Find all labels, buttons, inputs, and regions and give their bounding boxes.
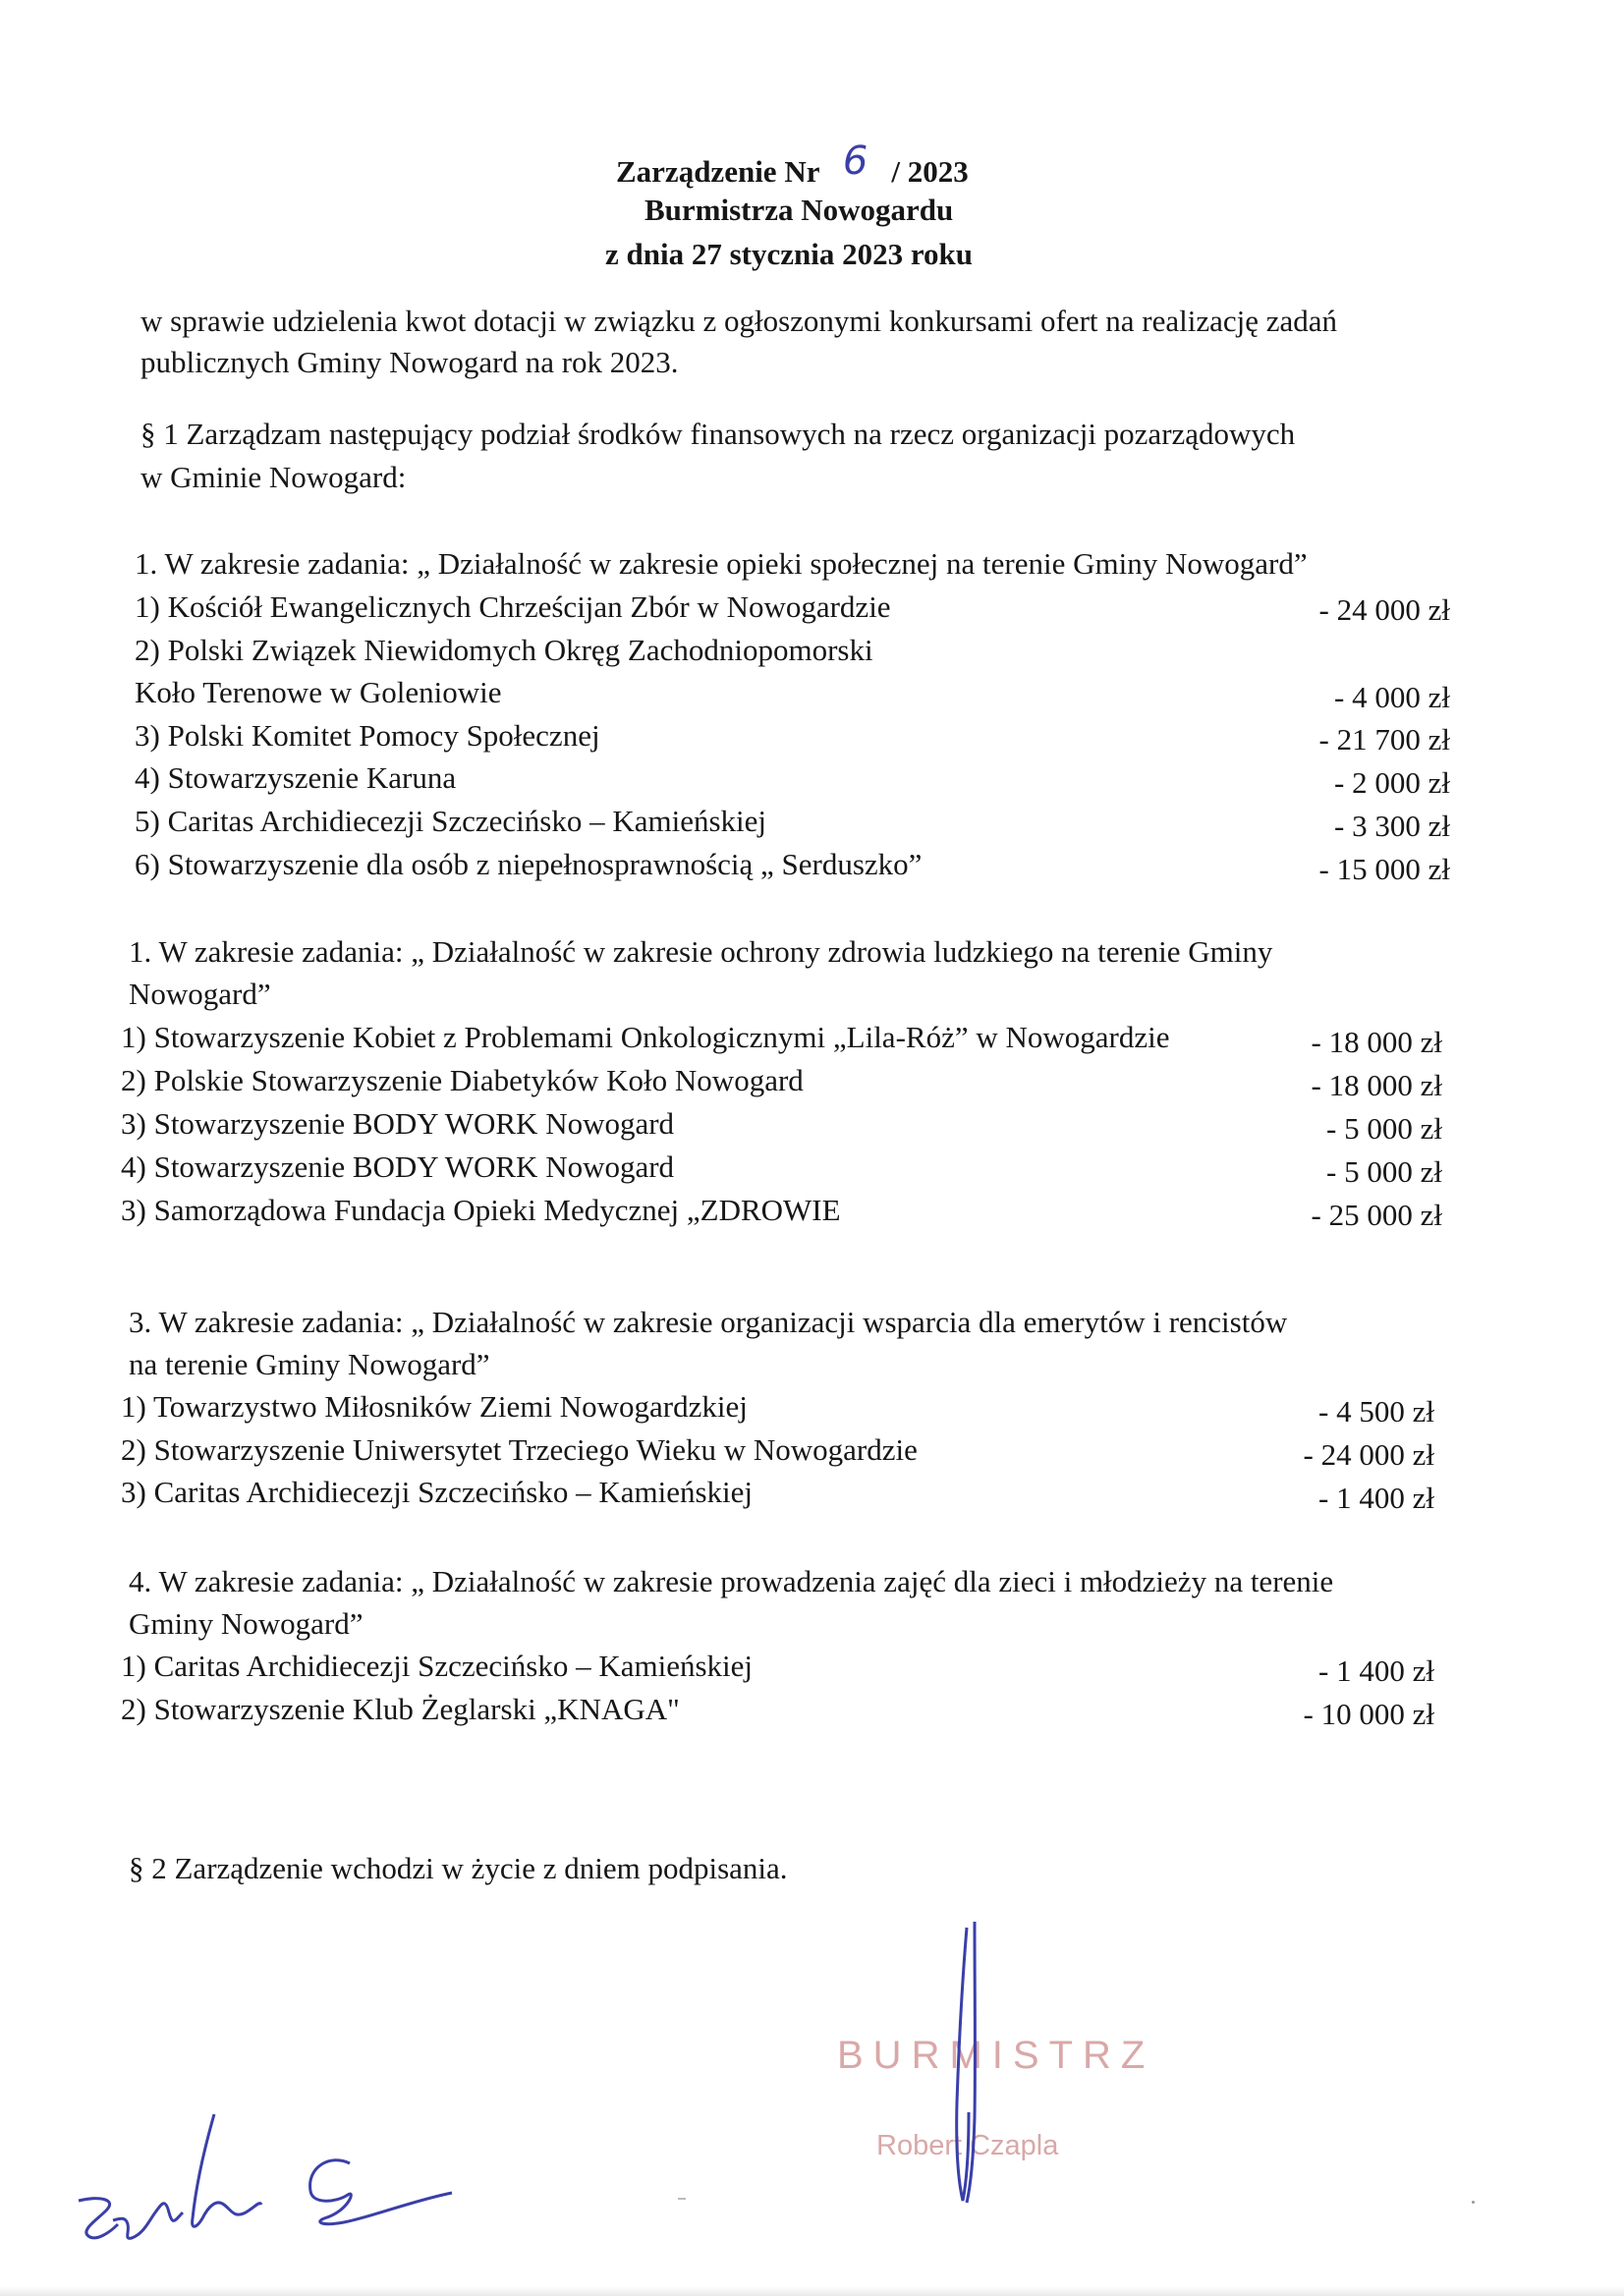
section-3-title-line-1: 3. W zakresie zadania: „ Działalność w zakresie organizacji wsparcia dla emerytów i rencistów	[129, 1305, 1288, 1339]
subject-line-2: publicznych Gminy Nowogard na rok 2023.	[140, 345, 679, 379]
section-2-item-4: 4) Stowarzyszenie BODY WORK Nowogard	[121, 1149, 675, 1184]
section-1-item-2-cont: Koło Terenowe w Goleniowie	[135, 675, 502, 709]
section-2-item-3: 3) Stowarzyszenie BODY WORK Nowogard	[121, 1106, 675, 1141]
section-3-amount-2: - 24 000 zł	[1303, 1437, 1434, 1472]
section-4-item-1: 1) Caritas Archidiecezji Szczecińsko – Kamieńskiej	[121, 1649, 754, 1683]
section-2-amount-3: - 5 000 zł	[1326, 1111, 1442, 1146]
section-1-item-6: 6) Stowarzyszenie dla osób z niepełnosprawnością „ Serduszko”	[135, 847, 923, 881]
section-2-item-2: 2) Polskie Stowarzyszenie Diabetyków Koło Nowogard	[121, 1063, 804, 1097]
paragraph-2: § 2 Zarządzenie wchodzi w życie z dniem podpisania.	[129, 1851, 788, 1885]
section-2-item-5: 3) Samorządowa Fundacja Opieki Medycznej „ZDROWIE	[121, 1193, 841, 1227]
section-1-item-2: 2) Polski Związek Niewidomych Okręg Zachodniopomorski	[135, 633, 873, 667]
section-4-title-line-1: 4. W zakresie zadania: „ Działalność w zakresie prowadzenia zajęć dla zieci i młodzieży na terenie	[129, 1564, 1334, 1598]
section-2-amount-4: - 5 000 zł	[1326, 1154, 1442, 1189]
section-3-item-3: 3) Caritas Archidiecezji Szczecińsko – Kamieńskiej	[121, 1475, 754, 1509]
section-2-amount-2: - 18 000 zł	[1311, 1068, 1442, 1102]
stamp-name: Robert Czapla	[876, 2130, 1059, 2161]
section-1-amount-2: - 4 000 zł	[1334, 680, 1450, 714]
section-1-item-5: 5) Caritas Archidiecezji Szczecińsko – Kamieńskiej	[135, 804, 767, 838]
section-2-title-line-2: Nowogard”	[129, 977, 271, 1011]
section-4-item-2: 2) Stowarzyszenie Klub Żeglarski „KNAGA"	[121, 1692, 680, 1726]
scan-speck	[678, 2198, 686, 2200]
section-1-item-1: 1) Kościół Ewangelicznych Chrześcijan Zbór w Nowogardzie	[135, 589, 891, 624]
section-2-title-line-1: 1. W zakresie zadania: „ Działalność w zakresie ochrony zdrowia ludzkiego na terenie Gminy	[129, 934, 1273, 969]
section-3-amount-1: - 4 500 zł	[1318, 1394, 1434, 1428]
title-year: / 2023	[891, 154, 969, 189]
date-line: z dnia 27 stycznia 2023 roku	[605, 237, 974, 271]
section-1-item-4: 4) Stowarzyszenie Karuna	[135, 760, 457, 795]
scan-bottom-edge	[0, 2286, 1624, 2296]
ordinance-title	[616, 139, 969, 189]
section-4-amount-2: - 10 000 zł	[1303, 1697, 1434, 1731]
section-1-item-3: 3) Polski Komitet Pomocy Społecznej	[135, 718, 600, 753]
section-1-title: 1. W zakresie zadania: „ Działalność w zakresie opieki społecznej na terenie Gminy Nowogard”	[135, 546, 1308, 581]
section-2-amount-1: - 18 000 zł	[1311, 1025, 1442, 1059]
section-3-item-2: 2) Stowarzyszenie Uniwersytet Trzeciego Wieku w Nowogardzie	[121, 1432, 918, 1467]
section-1-amount-5: - 3 300 zł	[1334, 809, 1450, 843]
section-2-item-1: 1) Stowarzyszenie Kobiet z Problemami Onkologicznymi „Lila-Róż” w Nowogardzie	[121, 1020, 1170, 1054]
section-3-title-line-2: na terenie Gminy Nowogard”	[129, 1347, 490, 1381]
section-1-amount-1: - 24 000 zł	[1318, 592, 1450, 627]
section-3-amount-3: - 1 400 zł	[1318, 1481, 1434, 1515]
paragraph-1-line-1: § 1 Zarządzam następujący podział środków finansowych na rzecz organizacji pozarządowych	[140, 417, 1296, 451]
subject-line-1: w sprawie udzielenia kwot dotacji w związku z ogłoszonymi konkursami ofert na realizację zadań	[140, 304, 1338, 338]
scan-speck	[1472, 2201, 1475, 2204]
initials-signature	[59, 2102, 550, 2260]
section-1-amount-3: - 21 700 zł	[1318, 722, 1450, 756]
section-2-amount-5: - 25 000 zł	[1311, 1198, 1442, 1232]
section-3-item-1: 1) Towarzystwo Miłosników Ziemi Nowogardzkiej	[121, 1389, 748, 1424]
section-4-amount-1: - 1 400 zł	[1318, 1653, 1434, 1688]
authority-line: Burmistrza Nowogardu	[644, 193, 954, 227]
mayor-signature	[924, 1916, 1002, 2211]
section-4-title-line-2: Gminy Nowogard”	[129, 1606, 364, 1641]
paragraph-1-line-2: w Gminie Nowogard:	[140, 460, 407, 494]
stamp-title: BURMISTRZ	[837, 2034, 1155, 2077]
title-prefix: Zarządzenie Nr	[616, 154, 819, 189]
section-1-amount-4: - 2 000 zł	[1334, 765, 1450, 800]
handwritten-number: 6	[842, 139, 868, 184]
section-1-amount-6: - 15 000 zł	[1318, 852, 1450, 886]
